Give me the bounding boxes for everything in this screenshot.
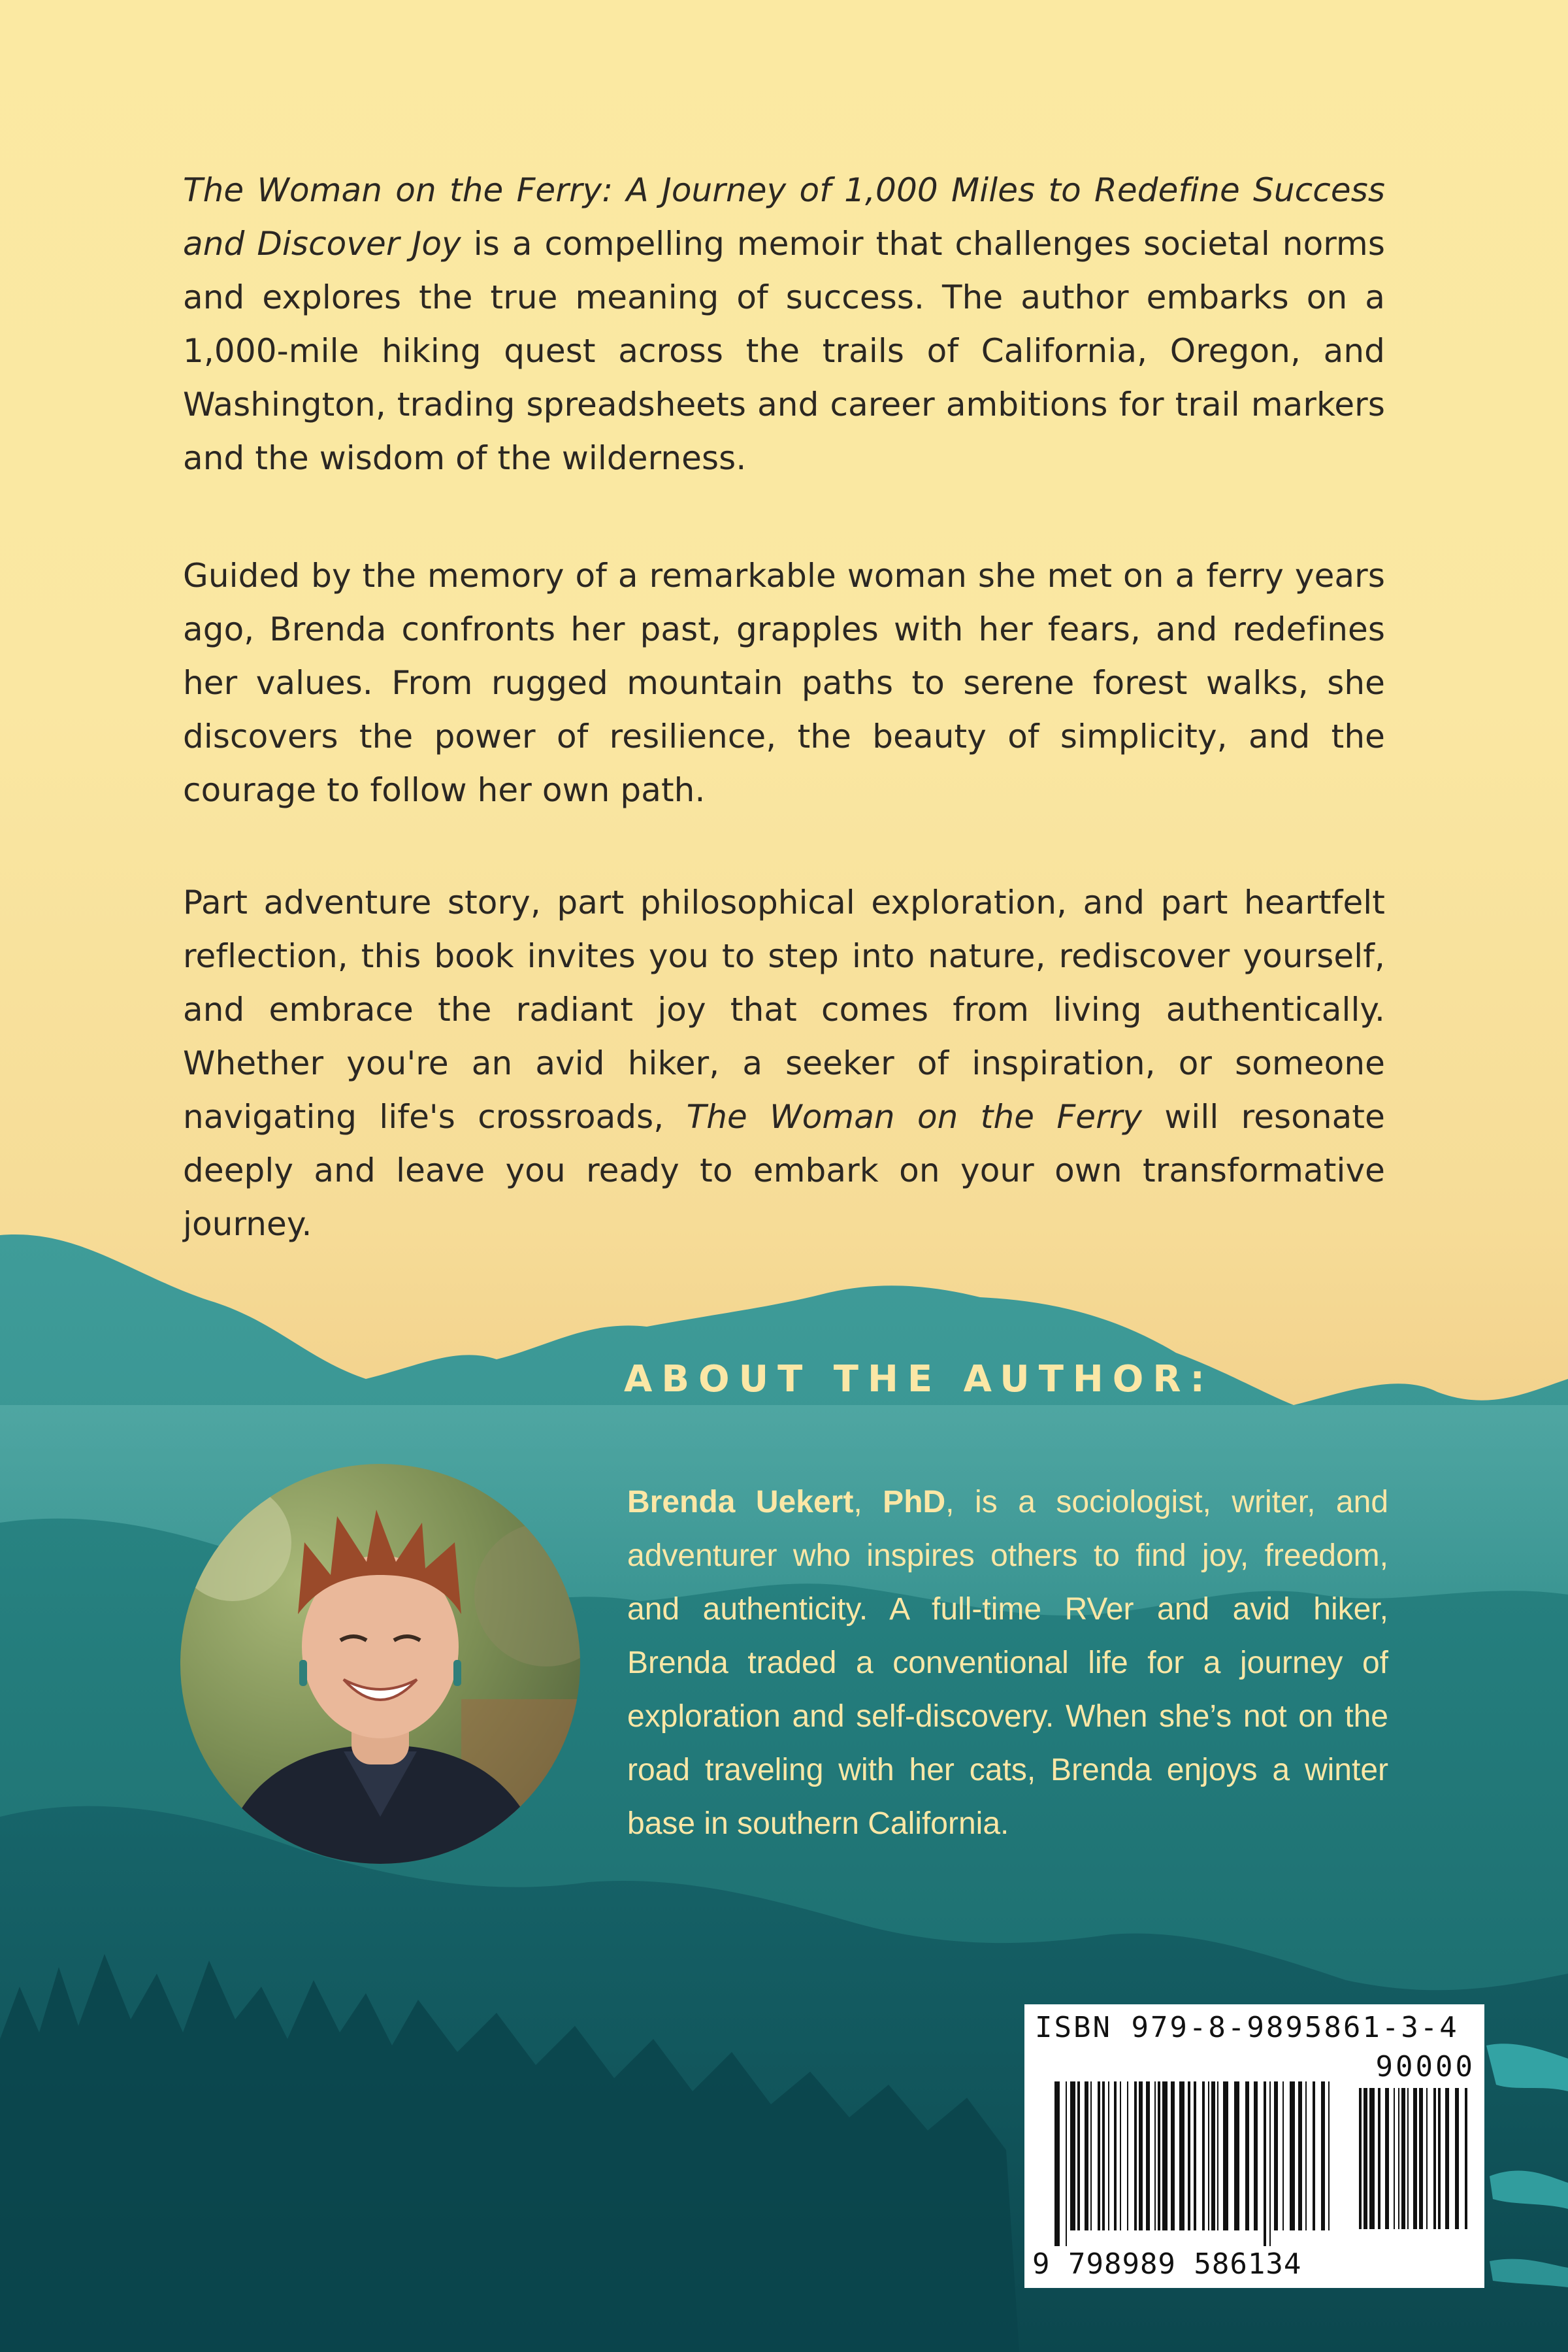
price-bars <box>1359 2088 1477 2245</box>
barcode-bar <box>1158 2081 1160 2230</box>
barcode-bar <box>1401 2088 1405 2229</box>
barcode-bar <box>1054 2081 1060 2246</box>
barcode-bar <box>1394 2088 1395 2229</box>
barcode-bar <box>1378 2088 1380 2229</box>
barcode-bar <box>1407 2088 1409 2229</box>
book-title-italic-inline: The Woman on the Ferry <box>686 1098 1143 1136</box>
barcode-bar <box>1426 2088 1428 2229</box>
barcode-bar <box>1098 2081 1100 2230</box>
barcode-bar <box>1127 2081 1128 2230</box>
barcode-bar <box>1364 2088 1367 2229</box>
barcode-bar <box>1465 2088 1467 2229</box>
barcode-bar <box>1102 2081 1105 2230</box>
barcode-bar <box>1282 2081 1284 2230</box>
about-author-heading: ABOUT THE AUTHOR: <box>624 1358 1214 1400</box>
barcode-bar <box>1194 2081 1196 2230</box>
barcode-bar <box>1254 2081 1258 2230</box>
barcode-bar <box>1179 2081 1184 2230</box>
barcode-bar <box>1274 2081 1278 2230</box>
barcode-bar <box>1077 2081 1080 2230</box>
ean-digits: 9 798989 586134 <box>1032 2247 1302 2281</box>
barcode-bar <box>1445 2088 1449 2229</box>
barcode-bar <box>1359 2088 1362 2229</box>
barcode-bar <box>1328 2081 1330 2230</box>
barcode-bar <box>1290 2081 1295 2230</box>
barcode-bar <box>1217 2081 1218 2230</box>
description-paragraph-1 <box>183 163 1385 485</box>
barcode-bar <box>1433 2088 1436 2229</box>
isbn-barcode <box>1024 2004 1484 2288</box>
isbn-label: ISBN 979-8-9895861-3-4 <box>1035 2011 1459 2044</box>
barcode-bar <box>1398 2088 1399 2229</box>
barcode-bar <box>1120 2081 1121 2230</box>
barcode-bar <box>1090 2081 1092 2230</box>
barcode-bar <box>1066 2081 1067 2246</box>
barcode-bar <box>1085 2081 1088 2230</box>
description-paragraph-3 <box>183 876 1385 1251</box>
barcode-bar <box>1202 2081 1205 2230</box>
barcode-bar <box>1245 2081 1249 2230</box>
ean-bars <box>1054 2081 1335 2246</box>
paragraph-3-text-end: will resonate deeply and leave you ready to embark on your own transformative journey. <box>183 1098 1385 1243</box>
barcode-bar <box>1139 2081 1143 2230</box>
barcode-bar <box>1305 2081 1307 2230</box>
barcode-bar <box>1171 2081 1175 2230</box>
author-bio <box>627 1476 1388 1851</box>
barcode-bar <box>1269 2081 1271 2246</box>
barcode-bar <box>1313 2081 1315 2230</box>
barcode-bar <box>1298 2081 1302 2230</box>
barcode-bar <box>1154 2081 1156 2230</box>
barcode-bar <box>1188 2081 1190 2230</box>
barcode-bar <box>1234 2081 1239 2230</box>
paragraph-3-text-start: Part adventure story, part philosophical exploration, and part heartfelt reflection, this book invites you to step into nature, rediscover yourself, and embrace the radiant joy that comes from living authentically. Whether you're an avid hiker, a seeker of inspiration, or someone navigating life's crossroads, <box>183 884 1385 1136</box>
author-photo <box>180 1464 580 1864</box>
author-name: Brenda Uekert <box>627 1485 854 1519</box>
barcode-bar <box>1321 2081 1325 2230</box>
barcode-bar <box>1419 2088 1423 2229</box>
barcode-bar <box>1208 2081 1209 2230</box>
barcode-bar <box>1108 2081 1109 2230</box>
barcode-bar <box>1162 2081 1168 2230</box>
description-paragraph-2: Guided by the memory of a remarkable woman she met on a ferry years ago, Brenda confronts her past, grapples with her fears, and redefines her values. From rugged mountain paths to serene forest walks, she discovers the power of resilience, the beauty of simplicity, and the courage to follow her own path. <box>183 557 1385 809</box>
barcode-bar <box>1438 2088 1441 2229</box>
barcode-bar <box>1146 2081 1150 2230</box>
book-title-italic: The Woman on the Ferry: A Journey of 1,000 Miles to Redefine Success and Discover Joy <box>183 171 1385 263</box>
author-name-separator: , <box>853 1485 883 1519</box>
barcode-bar <box>1264 2081 1266 2246</box>
barcode-bar <box>1223 2081 1228 2230</box>
barcode-bar <box>1455 2088 1459 2229</box>
barcode-bar <box>1413 2088 1417 2229</box>
barcode-bar <box>1114 2081 1117 2230</box>
author-bio-text: , is a sociologist, writer, and adventurer who inspires others to find joy, freedom, and authenticity. A full-time RVer and avid hiker, Brenda traded a conventional life for a journey of exploration and self-discovery. When she’s not on the road traveling with her cats, Brenda enjoys a winter base in southern California. <box>627 1485 1389 1841</box>
barcode-bar <box>1385 2088 1389 2229</box>
barcode-bar <box>1134 2081 1137 2230</box>
author-degree: PhD <box>883 1485 946 1519</box>
barcode-bar <box>1070 2081 1075 2230</box>
price-code: 90000 <box>1375 2050 1475 2083</box>
barcode-bar <box>1369 2088 1375 2229</box>
paragraph-1-text: is a compelling memoir that challenges societal norms and explores the true meaning of success. The author embarks on a 1,000-mile hiking quest across the trails of California, Oregon, and Washington, trading spreadsheets and career ambitions for trail markers and the wisdom of the wilderness. <box>183 225 1385 477</box>
barcode-bar <box>1211 2081 1215 2230</box>
